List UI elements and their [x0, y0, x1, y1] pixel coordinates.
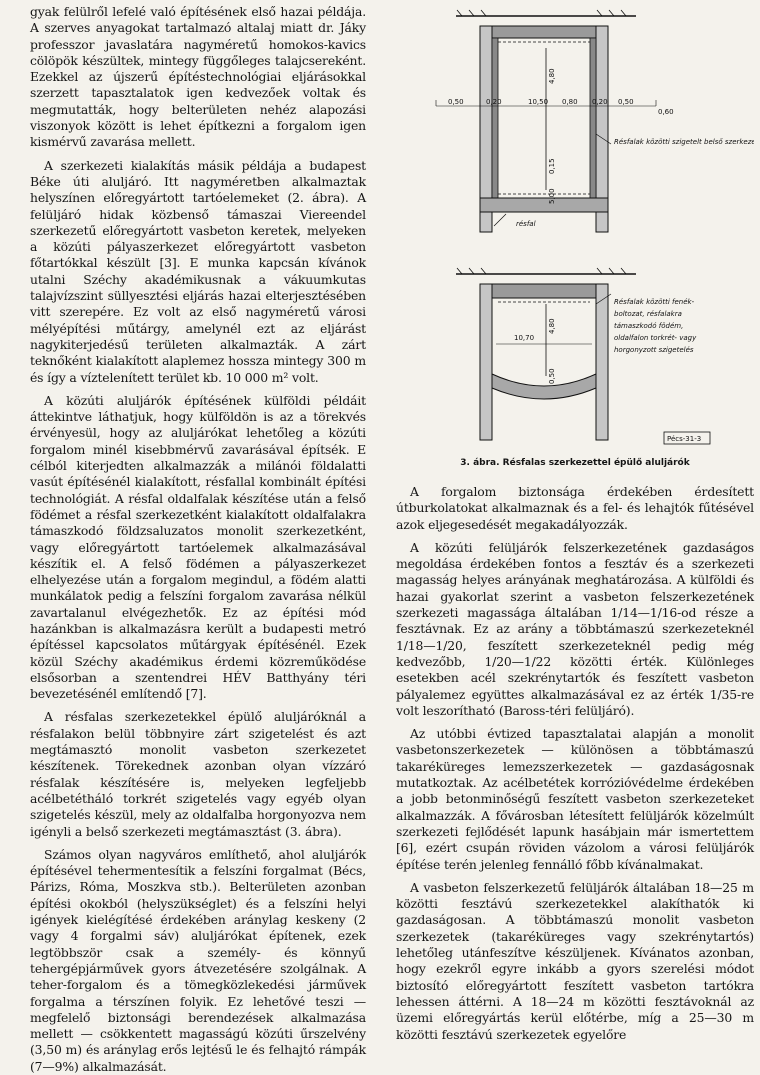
paragraph: A forgalom biztonsága érdekében érdesített útburkolatokat alkalmaznak és a fel- és lehajtók fűtésével azok eljegesedését megakadályozzák. [396, 484, 754, 532]
dimension-label: 10,70 [514, 334, 535, 342]
figure-caption: 3. ábra. Résfalas szerkezettel épülő aluljárók [460, 458, 690, 468]
figure-top-drawing [436, 10, 656, 232]
dimension-label: 5,00 [548, 188, 556, 204]
annotation-label: Résfalak közötti szigetelt belső szerkezet [614, 138, 754, 146]
figure-drawing [396, 4, 754, 454]
figure-3 [396, 4, 754, 474]
drawing-stamp: Pécs-31-3 [667, 435, 702, 443]
right-column [396, 484, 754, 1043]
dimension-label: 0,50 [548, 368, 556, 384]
left-column [30, 4, 366, 1075]
dimension-label: 0,50 [448, 98, 464, 106]
dimension-label: 4,80 [548, 68, 556, 84]
annotation-line: boltozat, résfalakra [614, 310, 682, 318]
paragraph: A résfalas szerkezetekkel épülő aluljáróknál a résfalakon belül többnyire zárt szigetelést és azt megtámasztó monolit vasbeton szerkezetet készítenek. Törekednek azonban olyan vízzáró résfalak készítésére is, melyeken legfeljebb acélbetétháló torkrét szigetelés vagy egyéb olyan szigetelés készül, mely az oldalfalba horgonyozva nem igényli a belső szerkezeti megtámasztást (3. ábra). [30, 709, 366, 839]
annotation-line: oldalfalon torkrét- vagy [614, 334, 697, 342]
dimension-label: 4,80 [548, 318, 556, 334]
annotation-line: Résfalak közötti fenék- [614, 298, 695, 306]
dimension-label: 0,20 [592, 98, 608, 106]
figure-bottom-drawing [456, 268, 710, 444]
paragraph: gyak felülről lefelé való építésének első hazai példája. A szerves anyagokat tartalmazó altalaj miatt dr. Jáky professzor javaslatára nagyméretű homokos-kavics cölöpök készültek, mintegy függőleges talajcsereként. Ezekkel az újszerű építéstechnológiai eljárásokkal szerzett tapasztalatok igen kedvezőek voltak és megmutatták, hogy belterületen nehéz alapozási viszonyok között is lehet építkezni a forgalom igen kismérvű zavarása mellett. [30, 4, 366, 150]
dimension-label: 0,15 [548, 158, 556, 174]
dimension-label: 0,20 [486, 98, 502, 106]
paragraph: A szerkezeti kialakítás másik példája a budapest Béke úti aluljáró. Itt nagyméretben alkalmaztak helyszínen előregyártott tartóelemeket (2. ábra). A felüljáró hidak közbenső támaszai Viereendel szerkezetű előregyártott vasbeton keretek, melyeken a közúti pályaszerkezet előregyártott vasbeton főtartókkal készült [3]. E munka kapcsán kívánok utalni Széchy akadémikusnak a vákuumkutas talajvízszint süllyesztési eljárás hazai elterjesztésében vitt szerepére. Ez volt az első nagyméretű városi mélyépítési műtárgy, amelynél ezt az eljárást nagykiterjedésű területen alkalmazták. A zárt teknőként kialakított alaplemez hossza mintegy 300 m és így a víztelenített terület kb. 10 000 m² volt. [30, 157, 366, 385]
paragraph: A vasbeton felszerkezetű felüljárók általában 18—25 m közötti fesztávú szerkezetekkel alakíthatók ki gazdaságosan. A többtámaszú monolit vasbeton szerkezetek (takaréküreges vagy szekrénytartós) lehetőleg utánfeszítve készüljenek. Kívánatos azonban, hogy ezekről egyre inkább a gyors szerelési módot biztosító előregyártott feszített vasbeton tartókra lehessen áttérni. A 18—24 m közötti fesztávoknál az üzemi előregyártás kerül előtérbe, míg a 25—30 m közötti fesztávú szerkezetek egyelőre [396, 879, 754, 1042]
paragraph: A közúti felüljárók felszerkezetének gazdaságos megoldása érdekében fontos a fesztáv és a szerkezeti magasság helyes arányának meghatározása. A külföldi és hazai gyakorlat szerint a vasbeton felszerkezetének szerkezeti magassága általában 1/14—1/16-od része a fesztávnak. Ez az arány a többtámaszú szerkezeteknél 1/18—1/20, feszített szerkezeteknél pedig még kedvezőbb, 1/20—1/22 közötti érték. Különleges esetekben acél szekrénytartók és feszített vasbeton pályalemez együttes alkalmazásával ez az érték 1/35-re volt leszorítható (Baross-téri felüljáró). [396, 539, 754, 718]
annotation-line: támaszkodó födém, [614, 322, 684, 330]
annotation-label: résfal [516, 220, 536, 228]
dimension-label: 10,50 [528, 98, 549, 106]
dimension-label: 0,60 [658, 108, 674, 116]
paragraph: A közúti aluljárók építésének külföldi példáit áttekintve láthatjuk, hogy külföldön is az a törekvés érvényesül, hogy az aluljárókat lehetőleg a közúti forgalom minél kisebbmérvű zavarásával építsék. E célból kiterjedten alkalmazzák a milánói földalatti vasút építésénél kialakított, résfallal kombinált építési technológiát. A résfal oldalfalak készítése után a felső födémet a résfal szerkezetként kialakított oldalfalakra támaszkodó földzsaluzatos monolit szerkezetként, vagy előregyártott tartóelemek alkalmazásával készítik el. A felső födémen a pályaszerkezet elhelyezése után a forgalom megindul, a födém alatti munkálatok pedig a felszíni forgalom zavarása nélkül zavartalanul elvégezhetők. Ez az építési mód hazánkban is alkalmazásra került a budapesti metró építéssel kapcsolatos műtárgyak építésénél. Ezek közül Széchy akadémikus érdemi közreműködése elsősorban a szentendrei HÉV Batthyány téri bevezetésénél említendő [7]. [30, 392, 366, 702]
dimension-label: 0,50 [618, 98, 634, 106]
paragraph: Az utóbbi évtized tapasztalatai alapján a monolit vasbetonszerkezetek — különösen a többtámaszú takaréküreges lemezszerkezetek — gazdaságosnak mutatkoztak. Az acélbetétek korrózióvédelme érdekében a jobb betonminőségű feszített vasbeton szerkezeteket alkalmazzák. A fővárosban létesített felüljárók közelmúlt szerkezeti fejlődését lapunk hasábjain már ismertettem [6], ezért csupán röviden vázolom a városi felüljárók építése terén jelenleg fennálló főbb kívánalmakat. [396, 726, 754, 872]
paragraph: Számos olyan nagyváros említhető, ahol aluljárók építésével tehermentesítik a felszíni forgalmat (Bécs, Párizs, Róma, Moszkva stb.). Belterületen azonban építési okokból (helyszükséglet) és a felszíni helyi igények kielégítésé érdekében aránylag keskeny (2 vagy 4 forgalmi sáv) aluljárókat építenek, ezek legtöbbször csak a személy- és könnyű tehergépjárművek gyors átvezetésére szolgálnak. A teher-forgalom és a tömegközlekedési járművek forgalma a térszínen folyik. Ez lehetővé teszi — megfelelő biztonsági berendezések alkalmazása mellett — csökkentett magasságú közúti űrszelvény (3,50 m) és aránylag erős lejtésű le és felhajtó rámpák (7—9%) alkalmazását. [30, 846, 366, 1074]
annotation-label [614, 298, 698, 354]
annotation-line: horgonyzott szigetelés [614, 346, 694, 354]
dimension-label: 0,80 [562, 98, 578, 106]
